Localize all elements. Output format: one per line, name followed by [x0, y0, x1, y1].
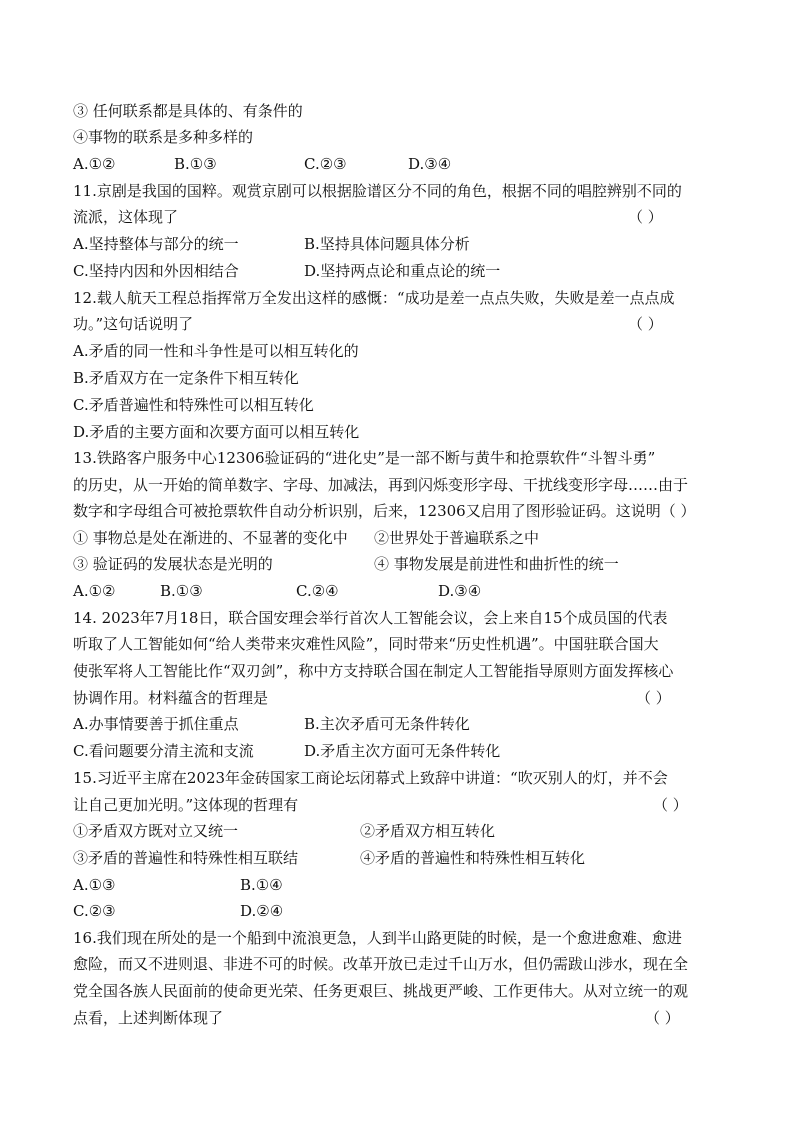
q12-stem-line-1: 12.载人航天工程总指挥常万全发出这样的感慨：“成功是差一点点失败，失败是差一点点成	[73, 289, 675, 307]
q12-stem-line-2: 功。”这句话说明了	[73, 315, 194, 333]
q10-option-a: A.①②	[73, 155, 116, 173]
q14-stem-line-1: 14. 2023年7月18日，联合国安理会举行首次人工智能会议，会上来自15个成员国的代表	[73, 609, 668, 627]
q13-option-c: C.②④	[296, 582, 339, 600]
q14-option-a: A.办事情要善于抓住重点	[73, 715, 239, 733]
q16-stem-line-3: 党全国各族人民面前的使命更光荣、任务更艰巨、挑战更严峻、工作更伟大。从对立统一的观	[73, 982, 689, 1000]
q14-stem-line-4: 协调作用。材料蕴含的哲理是	[73, 689, 269, 707]
q15-option-a: A.①③	[73, 876, 116, 894]
q12-option-c: C.矛盾普遍性和特殊性可以相互转化	[73, 396, 314, 414]
q10-option-c: C.②③	[304, 155, 347, 173]
q13-stem-line-2: 的历史，从一开始的简单数字、字母、加减法，再到闪烁变形字母、干扰线变形字母……由于	[73, 476, 689, 494]
q10-option-d: D.③④	[408, 155, 452, 173]
q15-item-1: ①矛盾双方既对立又统一	[73, 822, 239, 840]
q16-stem-line-2: 愈险，而又不进则退、非进不可的时候。改革开放已走过千山万水，但仍需跋山涉水，现在全	[73, 955, 689, 973]
q15-stem-line-2: 让自己更加光明。”这体现的哲理有	[73, 796, 299, 814]
q15-item-2: ②矛盾双方相互转化	[360, 822, 496, 840]
q10-item-3: ③ 任何联系都是具体的、有条件的	[73, 102, 303, 120]
q13-option-a: A.①②	[73, 582, 116, 600]
q13-option-d: D.③④	[438, 582, 482, 600]
q11-option-a: A.坚持整体与部分的统一	[73, 235, 239, 253]
q13-stem-line-3: 数字和字母组合可被抢票软件自动分析识别，后来，12306又启用了图形验证码。这说明（ ）	[73, 502, 696, 520]
q16-stem-line-4: 点看，上述判断体现了	[73, 1009, 224, 1027]
q15-item-4: ④矛盾的普遍性和特殊性相互转化	[360, 849, 586, 867]
q11-option-c: C.坚持内因和外因相结合	[73, 262, 239, 280]
q15-option-d: D.②④	[240, 902, 284, 920]
q12-option-b: B.矛盾双方在一定条件下相互转化	[73, 369, 299, 387]
q14-option-b: B.主次矛盾可无条件转化	[304, 715, 470, 733]
q13-item-2: ②世界处于普遍联系之中	[374, 529, 540, 547]
q10-option-b: B.①③	[174, 155, 217, 173]
q16-answer-blank: （ ）	[645, 1009, 680, 1027]
q15-option-b: B.①④	[240, 876, 283, 894]
q11-option-d: D.坚持两点论和重点论的统一	[304, 262, 501, 280]
q13-item-1: ① 事物总是处在渐进的、不显著的变化中	[73, 529, 348, 547]
q13-item-3: ③ 验证码的发展状态是光明的	[73, 555, 273, 573]
q15-item-3: ③矛盾的普遍性和特殊性相互联结	[73, 849, 299, 867]
q11-answer-blank: （ ）	[628, 208, 663, 226]
q12-answer-blank: （ ）	[628, 315, 663, 333]
q15-answer-blank: （ ）	[653, 796, 688, 814]
q15-option-c: C.②③	[73, 902, 116, 920]
q14-option-c: C.看问题要分清主流和支流	[73, 742, 254, 760]
q14-answer-blank: （ ）	[636, 689, 671, 707]
q14-stem-line-2: 听取了人工智能如何“给人类带来灾难性风险”，同时带来“历史性机遇”。中国驻联合国大	[73, 635, 659, 653]
q11-option-b: B.坚持具体问题具体分析	[304, 235, 470, 253]
q13-option-b: B.①③	[160, 582, 203, 600]
q10-item-4: ④事物的联系是多种多样的	[73, 128, 254, 146]
q13-stem-line-1: 13.铁路客户服务中心12306验证码的“进化史”是一部不断与黄牛和抢票软件“斗智斗勇”	[73, 449, 656, 467]
q15-stem-line-1: 15.习近平主席在2023年金砖国家工商论坛闭幕式上致辞中讲道：“吹灭别人的灯，并不会	[73, 769, 668, 787]
q12-option-d: D.矛盾的主要方面和次要方面可以相互转化	[73, 423, 360, 441]
q11-stem-line-1: 11.京剧是我国的国粹。观赏京剧可以根据脸谱区分不同的角色，根据不同的唱腔辨别不同的	[73, 182, 682, 200]
q14-option-d: D.矛盾主次方面可无条件转化	[304, 742, 501, 760]
q13-item-4: ④ 事物发展是前进性和曲折性的统一	[374, 555, 619, 573]
q11-stem-line-2: 流派，这体现了	[73, 208, 179, 226]
q12-option-a: A.矛盾的同一性和斗争性是可以相互转化的	[73, 342, 359, 360]
q16-stem-line-1: 16.我们现在所处的是一个船到中流浪更急，人到半山路更陡的时候，是一个愈进愈难、愈进	[73, 929, 682, 947]
q14-stem-line-3: 使张军将人工智能比作“双刃剑”，称中方支持联合国在制定人工智能指导原则方面发挥核心	[73, 662, 674, 680]
